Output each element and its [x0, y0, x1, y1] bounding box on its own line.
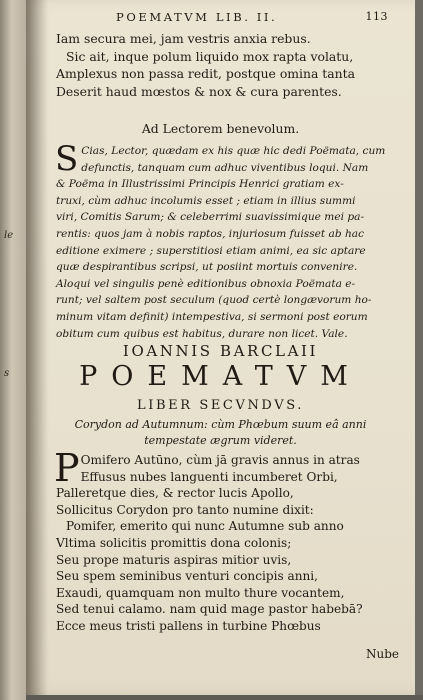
- prose-line: defunctis, tanquam cum adhuc viventibus loqui. Nam: [81, 161, 369, 174]
- catchword: Nube: [365, 647, 399, 661]
- left-page-mark: s: [4, 368, 10, 379]
- bottom-edge: [26, 695, 423, 700]
- argument-line: tempestate ægrum videret.: [144, 434, 297, 447]
- book-page: [26, 0, 415, 695]
- spine-shadow: [26, 0, 48, 700]
- prose-line: minum vitam definit) intempestiva, si sermoni post eorum: [56, 310, 368, 323]
- poem: [54, 446, 363, 635]
- lector-heading: Ad Lectorem benevolum.: [141, 121, 300, 136]
- poem-line: Ecce meus tristi pallens in turbine Phœbus: [56, 618, 321, 633]
- book-title: POEMATVM: [79, 361, 362, 392]
- prose-line: runt; vel saltem post seculum (quod certè longævorum ho-: [56, 294, 372, 307]
- poem-line: Sed tenui calamo. nam quid mage pastor habebā?: [56, 602, 363, 617]
- poem-line: Palleretque dies, & rector lucis Apollo,: [56, 486, 294, 501]
- verse-line: Iam secura mei, jam vestris anxia rebus.: [56, 31, 311, 46]
- lector-prose: [55, 139, 391, 342]
- prose-line: & Poëma in Illustrissimi Principis Henrici gratiam ex-: [56, 178, 344, 191]
- prose-line: editione eximere ; superstitiosi etiam animi, ea sic aptare: [56, 244, 366, 257]
- left-page-edge: [0, 0, 27, 700]
- running-head-title: POEMATVM LIB. II.: [116, 10, 278, 24]
- page-number: 113: [365, 10, 388, 23]
- book-subtitle: LIBER SECVNDVS.: [137, 398, 304, 413]
- poem-line: Pomifer, emerito qui nunc Autumne sub anno: [66, 519, 344, 534]
- poem-line: Omifero Autūno, cùm jā gravis annus in atras: [80, 453, 360, 467]
- prose-line: quæ despirantibus scripsi, ut posiint mortuis convenire.: [56, 261, 358, 274]
- prose-line: truxi, cùm adhuc incolumis esset ; etiam in illius summi: [56, 194, 356, 207]
- prose-line: viri, Comitis Sarum; & celeberrimi suavissimique mei pa-: [56, 211, 365, 224]
- poem-line: Effusus nubes languenti incumberet Orbi,: [80, 469, 338, 484]
- running-head: [58, 10, 388, 26]
- author-heading: IOANNIS BARCLAII: [122, 342, 319, 360]
- verse-top: [56, 30, 355, 100]
- verse-line: Sic ait, inque polum liquido mox rapta volatu,: [66, 48, 354, 64]
- left-page-mark: le: [4, 230, 14, 241]
- prose-line: rentis: quos jam à nobis raptos, injuriosum fuisset ab hac: [56, 227, 365, 240]
- poem-line: Vltima solicitis promittis dona colonis;: [56, 535, 292, 550]
- poem-dropcap: P: [54, 446, 80, 490]
- verse-line: Amplexus non passa redit, postque omina tanta: [56, 66, 356, 81]
- prose-line: Cias, Lector, quædam ex his quæ hic dedi Poëmata, cum: [81, 145, 386, 157]
- poem-line: Sollicitus Corydon pro tanto numine dixit:: [56, 502, 314, 517]
- prose-line: Aloqui vel singulis penè editionibus obnoxia Poëmata e-: [56, 277, 356, 290]
- argument-line: Corydon ad Autumnum: cùm Phœbum suum eâ anni: [74, 418, 367, 431]
- poem-line: Seu spem seminibus venturi concipis anni,: [56, 569, 318, 584]
- prose-dropcap: S: [55, 139, 79, 179]
- verse-line: Deserit haud mœstos & nox & cura parentes.: [56, 83, 342, 99]
- poem-argument: [26, 417, 415, 449]
- prose-line: obitum cum quibus est habitus, durare non licet. Vale.: [56, 327, 348, 340]
- poem-line: Seu prope maturis aspiras mitior uvis,: [56, 552, 292, 567]
- right-edge: [415, 0, 423, 700]
- poem-line: Exaudi, quamquam non multo thure vocantem,: [56, 585, 345, 600]
